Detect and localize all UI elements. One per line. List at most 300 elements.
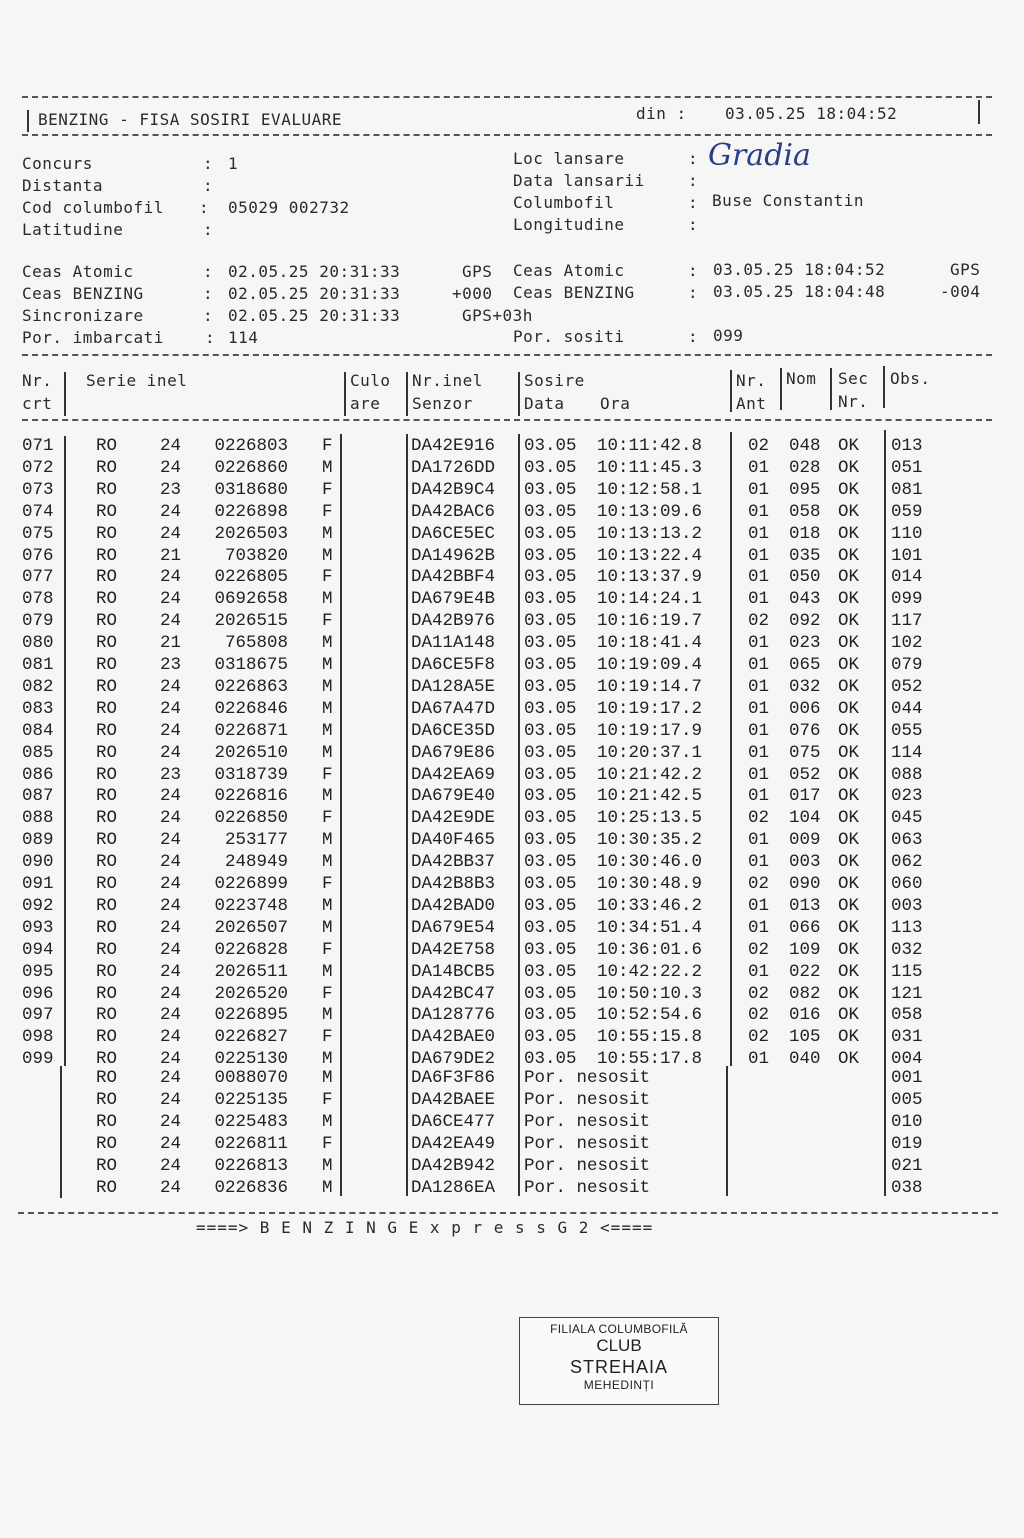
row-date: 03.05 — [524, 961, 577, 982]
row-obs: 079 — [891, 655, 923, 675]
row-year: 24 — [160, 1089, 182, 1110]
row-sensor: DA42B976 — [411, 611, 496, 632]
row-nr: 095 — [22, 961, 54, 982]
table-row — [0, 458, 1024, 480]
row-obs: 088 — [891, 764, 923, 785]
info-label: Latitudine — [22, 220, 124, 239]
header-divider — [883, 366, 885, 408]
row-sensor: DA679E40 — [411, 786, 496, 807]
row-country: RO — [96, 742, 118, 763]
table-row — [0, 765, 1024, 787]
row-sensor: DA128A5E — [411, 676, 496, 697]
info-value: Buse Constantin — [712, 191, 864, 210]
table-row — [0, 480, 1024, 502]
row-time: 10:19:17.9 — [597, 720, 703, 741]
row-nom: 022 — [789, 961, 821, 982]
stamp-line-3: STREHAIA — [569, 1357, 669, 1377]
row-country: RO — [96, 611, 118, 632]
row-country: RO — [96, 501, 118, 522]
info-label: Distanta — [22, 176, 104, 195]
col-data: Data — [524, 394, 565, 413]
row-date: 03.05 — [524, 742, 577, 763]
row-nom: 075 — [789, 742, 821, 763]
row-nom: 023 — [789, 633, 821, 654]
row-country: RO — [96, 808, 118, 829]
row-sex: M — [322, 1111, 333, 1132]
row-sec: OK — [838, 436, 860, 456]
row-sensor: DA679E54 — [411, 917, 496, 938]
row-nom: 105 — [789, 1027, 821, 1048]
row-nr: 087 — [22, 786, 54, 807]
table-row — [0, 1134, 1024, 1156]
row-nom: 109 — [789, 939, 821, 960]
row-sec: OK — [838, 720, 860, 741]
row-year: 23 — [160, 655, 182, 675]
row-obs: 021 — [891, 1155, 923, 1176]
stamp-line-2: CLUB — [596, 1336, 642, 1355]
row-nr: 099 — [22, 1049, 54, 1070]
info-label: Loc lansare — [513, 149, 625, 168]
row-sec: OK — [838, 830, 860, 851]
row-country: RO — [96, 1005, 118, 1026]
row-ant: 02 — [748, 611, 770, 632]
info-sep: : — [688, 193, 699, 212]
row-obs: 117 — [891, 611, 923, 632]
row-sex: F — [322, 436, 333, 456]
row-nr: 089 — [22, 830, 54, 851]
row-status: Por. nesosit — [524, 1068, 651, 1088]
row-sex: M — [322, 676, 333, 697]
row-obs: 113 — [891, 917, 923, 938]
row-nom: 050 — [789, 567, 821, 588]
row-ring-number: 0226863 — [214, 676, 288, 697]
row-nr: 076 — [22, 545, 54, 566]
row-nom: 066 — [789, 917, 821, 938]
table-row — [0, 830, 1024, 852]
row-sec: OK — [838, 939, 860, 960]
row-nom: 076 — [789, 720, 821, 741]
row-nr: 072 — [22, 457, 54, 478]
table-row — [0, 721, 1024, 743]
row-sex: M — [322, 1049, 333, 1070]
row-year: 24 — [160, 1049, 182, 1070]
row-sex: F — [322, 939, 333, 960]
row-sec: OK — [838, 567, 860, 588]
row-ring-number: 703820 — [224, 545, 288, 566]
row-date: 03.05 — [524, 852, 577, 873]
row-time: 10:19:17.2 — [597, 698, 703, 719]
row-sex: M — [322, 852, 333, 873]
clock-label: Por. imbarcati — [22, 328, 164, 347]
row-sensor: DA42E916 — [411, 436, 496, 456]
row-ring-number: 2026511 — [214, 961, 288, 982]
row-country: RO — [96, 1177, 118, 1198]
header-divider — [518, 372, 520, 416]
table-row — [0, 940, 1024, 962]
row-sensor: DA42EA49 — [411, 1133, 496, 1154]
report-title: BENZING - FISA SOSIRI EVALUARE — [38, 110, 342, 129]
row-ring-number: 0226895 — [214, 1005, 288, 1026]
col-sec: Sec — [838, 369, 869, 388]
row-sex: M — [322, 786, 333, 807]
row-obs: 055 — [891, 720, 923, 741]
row-status: Por. nesosit — [524, 1177, 651, 1198]
row-sensor: DA6CE5EC — [411, 523, 496, 544]
row-sec: OK — [838, 589, 860, 610]
clock-value: 02.05.25 20:31:33 — [228, 284, 401, 303]
row-country: RO — [96, 1068, 118, 1088]
row-ring-number: 0226846 — [214, 698, 288, 719]
row-obs: 051 — [891, 457, 923, 478]
row-sec: OK — [838, 764, 860, 785]
header-right-bar — [978, 100, 980, 124]
row-year: 24 — [160, 1005, 182, 1026]
table-row — [0, 589, 1024, 611]
row-year: 24 — [160, 786, 182, 807]
row-time: 10:30:35.2 — [597, 830, 703, 851]
info-label: Columbofil — [513, 193, 615, 212]
row-time: 10:14:24.1 — [597, 589, 703, 610]
clock-suffix: GPS — [462, 262, 493, 281]
row-sec: OK — [838, 874, 860, 894]
row-time: 10:21:42.5 — [597, 786, 703, 807]
row-sex: M — [322, 545, 333, 566]
row-nom: 003 — [789, 852, 821, 873]
row-time: 10:21:42.2 — [597, 764, 703, 785]
row-sec: OK — [838, 676, 860, 697]
row-sex: M — [322, 589, 333, 610]
row-obs: 032 — [891, 939, 923, 960]
stamp-line-4: MEHEDINȚI — [583, 1378, 655, 1392]
row-nom: 040 — [789, 1049, 821, 1070]
row-sec: OK — [838, 698, 860, 719]
row-sensor: DA1726DD — [411, 457, 496, 478]
row-country: RO — [96, 698, 118, 719]
row-year: 24 — [160, 676, 182, 697]
row-obs: 114 — [891, 742, 923, 763]
row-ring-number: 0318675 — [214, 655, 288, 675]
table-row — [0, 808, 1024, 830]
row-country: RO — [96, 479, 118, 500]
row-nr: 077 — [22, 567, 54, 588]
row-sex: M — [322, 961, 333, 982]
row-nr: 084 — [22, 720, 54, 741]
clock-sep: : — [203, 306, 214, 325]
row-sec: OK — [838, 808, 860, 829]
row-sec: OK — [838, 611, 860, 632]
row-sex: M — [322, 1177, 333, 1198]
row-time: 10:20:37.1 — [597, 742, 703, 763]
row-obs: 001 — [891, 1068, 923, 1088]
col-serie: Serie inel — [86, 371, 188, 390]
row-sensor: DA42EA69 — [411, 764, 496, 785]
row-sec: OK — [838, 501, 860, 522]
col-nrinel: Nr.inel — [412, 371, 483, 390]
bottom-dashed-rule — [18, 1212, 998, 1214]
info-value: 05029 002732 — [228, 198, 350, 217]
clock-label: Ceas BENZING — [513, 283, 635, 302]
row-sex: M — [322, 720, 333, 741]
header-dashed-rule — [22, 134, 992, 136]
col-nom: Nom — [786, 369, 817, 388]
row-obs: 014 — [891, 567, 923, 588]
row-ant: 02 — [748, 436, 770, 456]
row-sensor: DA6F3F86 — [411, 1068, 496, 1088]
row-time: 10:13:22.4 — [597, 545, 703, 566]
row-obs: 063 — [891, 830, 923, 851]
row-country: RO — [96, 1133, 118, 1154]
header-divider — [830, 368, 832, 410]
row-sensor: DA6CE5F8 — [411, 655, 496, 675]
row-date: 03.05 — [524, 917, 577, 938]
row-sensor: DA42BAC6 — [411, 501, 496, 522]
col-nr: Nr. — [22, 371, 53, 390]
row-obs: 044 — [891, 698, 923, 719]
row-ring-number: 0692658 — [214, 589, 288, 610]
table-row — [0, 852, 1024, 874]
header-divider — [344, 372, 346, 416]
row-obs: 005 — [891, 1089, 923, 1110]
row-time: 10:34:51.4 — [597, 917, 703, 938]
row-sec: OK — [838, 655, 860, 675]
row-nr: 075 — [22, 523, 54, 544]
row-nr: 098 — [22, 1027, 54, 1048]
table-row — [0, 962, 1024, 984]
col-sec-nr: Nr. — [838, 392, 869, 411]
row-time: 10:33:46.2 — [597, 895, 703, 916]
col-ant: Ant — [736, 394, 767, 413]
row-ring-number: 2026520 — [214, 983, 288, 1004]
row-sensor: DA42B942 — [411, 1155, 496, 1176]
row-country: RO — [96, 895, 118, 916]
row-time: 10:12:58.1 — [597, 479, 703, 500]
row-nom: 017 — [789, 786, 821, 807]
report-date-label: din : — [636, 104, 687, 123]
row-year: 24 — [160, 523, 182, 544]
row-ring-number: 2026503 — [214, 523, 288, 544]
row-country: RO — [96, 1027, 118, 1048]
row-nom: 092 — [789, 611, 821, 632]
row-ring-number: 0225483 — [214, 1111, 288, 1132]
row-nr: 086 — [22, 764, 54, 785]
row-nr: 093 — [22, 917, 54, 938]
row-date: 03.05 — [524, 895, 577, 916]
row-time: 10:13:13.2 — [597, 523, 703, 544]
col-sosire: Sosire — [524, 371, 585, 390]
row-ant: 01 — [748, 852, 770, 873]
row-ring-number: 0318680 — [214, 479, 288, 500]
row-sex: F — [322, 874, 333, 894]
row-sex: M — [322, 895, 333, 916]
row-nr: 082 — [22, 676, 54, 697]
row-sensor: DA11A148 — [411, 633, 496, 654]
row-nr: 085 — [22, 742, 54, 763]
row-date: 03.05 — [524, 633, 577, 654]
row-nr: 092 — [22, 895, 54, 916]
row-nom: 043 — [789, 589, 821, 610]
info-value: 1 — [228, 154, 239, 173]
row-ring-number: 253177 — [224, 830, 288, 851]
row-year: 24 — [160, 917, 182, 938]
table-row — [0, 743, 1024, 765]
row-sex: M — [322, 917, 333, 938]
row-ring-number: 0226827 — [214, 1027, 288, 1048]
row-time: 10:36:01.6 — [597, 939, 703, 960]
row-sex: F — [322, 764, 333, 785]
row-ant: 01 — [748, 633, 770, 654]
info-sep: : — [688, 171, 699, 190]
row-status: Por. nesosit — [524, 1155, 651, 1176]
row-sensor: DA42BB37 — [411, 852, 496, 873]
row-year: 24 — [160, 1068, 182, 1088]
row-sex: F — [322, 1089, 333, 1110]
row-country: RO — [96, 786, 118, 807]
row-obs: 102 — [891, 633, 923, 654]
row-sensor: DA42BAE0 — [411, 1027, 496, 1048]
row-date: 03.05 — [524, 523, 577, 544]
row-ring-number: 2026515 — [214, 611, 288, 632]
row-time: 10:19:09.4 — [597, 655, 703, 675]
table-row — [0, 633, 1024, 655]
row-country: RO — [96, 1049, 118, 1070]
row-sensor: DA679E86 — [411, 742, 496, 763]
table-row — [0, 874, 1024, 896]
row-country: RO — [96, 939, 118, 960]
row-time: 10:50:10.3 — [597, 983, 703, 1004]
clock-label: Ceas Atomic — [22, 262, 134, 281]
row-date: 03.05 — [524, 457, 577, 478]
row-ring-number: 0226860 — [214, 457, 288, 478]
row-date: 03.05 — [524, 676, 577, 697]
info-sep: : — [199, 198, 210, 217]
row-ant: 01 — [748, 1049, 770, 1070]
row-date: 03.05 — [524, 567, 577, 588]
row-ring-number: 0226803 — [214, 436, 288, 456]
row-nom: 048 — [789, 436, 821, 456]
row-sensor: DA42BBF4 — [411, 567, 496, 588]
row-ant: 01 — [748, 589, 770, 610]
row-obs: 010 — [891, 1111, 923, 1132]
row-sex: M — [322, 523, 333, 544]
row-year: 24 — [160, 983, 182, 1004]
row-sec: OK — [838, 633, 860, 654]
row-year: 24 — [160, 742, 182, 763]
row-sensor: DA6CE477 — [411, 1111, 496, 1132]
row-nom: 009 — [789, 830, 821, 851]
row-ant: 01 — [748, 786, 770, 807]
table-row — [0, 502, 1024, 524]
row-obs: 101 — [891, 545, 923, 566]
row-sec: OK — [838, 983, 860, 1004]
row-obs: 031 — [891, 1027, 923, 1048]
row-nr: 074 — [22, 501, 54, 522]
row-sex: F — [322, 501, 333, 522]
row-ring-number: 765808 — [224, 633, 288, 654]
row-year: 24 — [160, 1177, 182, 1198]
row-year: 24 — [160, 567, 182, 588]
row-ant: 01 — [748, 676, 770, 697]
row-year: 24 — [160, 1155, 182, 1176]
row-date: 03.05 — [524, 939, 577, 960]
row-ring-number: 0226805 — [214, 567, 288, 588]
table-row — [0, 1112, 1024, 1134]
row-obs: 110 — [891, 523, 923, 544]
row-ring-number: 0226816 — [214, 786, 288, 807]
top-dashed-rule — [22, 96, 992, 98]
table-row — [0, 984, 1024, 1006]
row-ring-number: 0226898 — [214, 501, 288, 522]
row-date: 03.05 — [524, 1027, 577, 1048]
row-nom: 028 — [789, 457, 821, 478]
row-sensor: DA42E758 — [411, 939, 496, 960]
row-date: 03.05 — [524, 830, 577, 851]
clock-sep: : — [688, 261, 699, 280]
row-nr: 094 — [22, 939, 54, 960]
row-country: RO — [96, 917, 118, 938]
table-row — [0, 655, 1024, 677]
table-row — [0, 546, 1024, 568]
clock-suffix: +000 — [452, 284, 493, 303]
row-year: 24 — [160, 436, 182, 456]
row-date: 03.05 — [524, 1005, 577, 1026]
row-year: 24 — [160, 1027, 182, 1048]
stamp-line-1: FILIALA COLUMBOFILĂ — [550, 1322, 688, 1336]
row-sec: OK — [838, 523, 860, 544]
table-row — [0, 1027, 1024, 1049]
row-ant: 02 — [748, 939, 770, 960]
row-ant: 01 — [748, 655, 770, 675]
info-sep: : — [203, 220, 214, 239]
row-obs: 081 — [891, 479, 923, 500]
row-sex: M — [322, 1155, 333, 1176]
col-obs: Obs. — [890, 369, 931, 388]
row-country: RO — [96, 545, 118, 566]
row-country: RO — [96, 1155, 118, 1176]
row-sec: OK — [838, 457, 860, 478]
row-sensor: DA1286EA — [411, 1177, 496, 1198]
row-country: RO — [96, 852, 118, 873]
clock-sep: : — [688, 283, 699, 302]
row-country: RO — [96, 720, 118, 741]
header-left-bar — [27, 110, 29, 132]
row-time: 10:55:17.8 — [597, 1049, 703, 1070]
row-ant: 02 — [748, 874, 770, 894]
row-date: 03.05 — [524, 983, 577, 1004]
row-sensor: DA14BCB5 — [411, 961, 496, 982]
row-time: 10:13:37.9 — [597, 567, 703, 588]
row-nr: 090 — [22, 852, 54, 873]
columns-top-rule — [22, 354, 992, 356]
row-country: RO — [96, 830, 118, 851]
col-ora: Ora — [600, 394, 631, 413]
row-status: Por. nesosit — [524, 1089, 651, 1110]
row-sensor: DA128776 — [411, 1005, 496, 1026]
row-ant: 01 — [748, 567, 770, 588]
row-date: 03.05 — [524, 764, 577, 785]
row-nr: 078 — [22, 589, 54, 610]
row-sec: OK — [838, 917, 860, 938]
row-country: RO — [96, 676, 118, 697]
row-year: 24 — [160, 611, 182, 632]
table-row — [0, 1178, 1024, 1200]
row-nr: 073 — [22, 479, 54, 500]
row-country: RO — [96, 874, 118, 894]
row-nr: 097 — [22, 1005, 54, 1026]
row-ant: 02 — [748, 808, 770, 829]
report-date-value: 03.05.25 18:04:52 — [725, 104, 898, 123]
row-year: 21 — [160, 545, 182, 566]
row-sex: F — [322, 479, 333, 500]
